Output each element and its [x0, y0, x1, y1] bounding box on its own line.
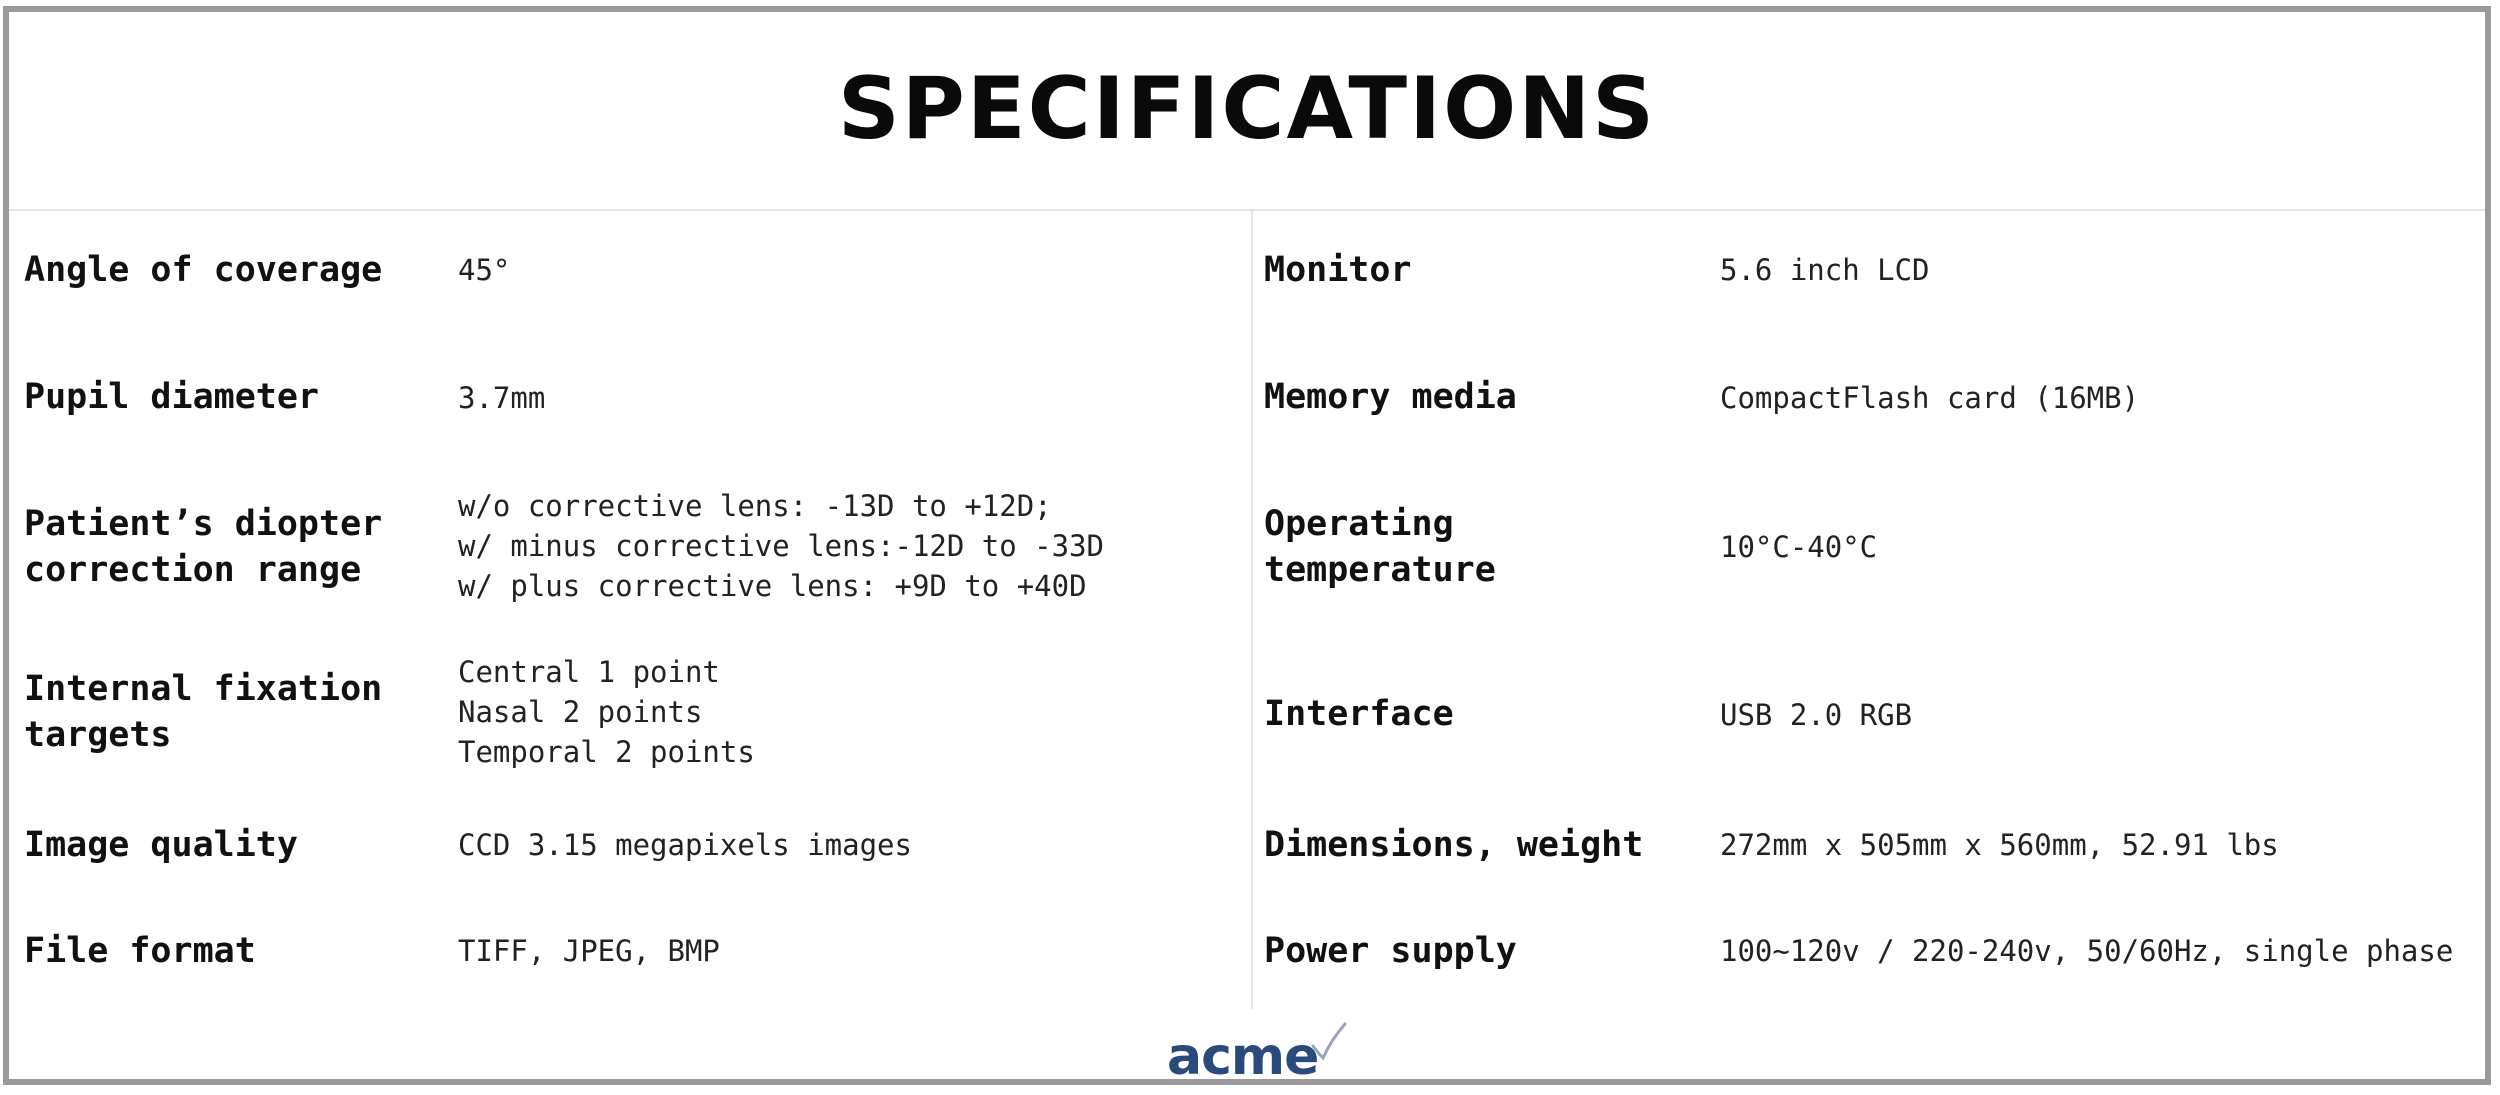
spec-label-internal-fixation-targets: Internal fixation targets — [24, 669, 383, 755]
spec-value-angle-of-coverage: 45° — [458, 253, 511, 287]
spec-sheet — [3, 6, 2491, 1085]
title-divider — [9, 209, 2485, 211]
spec-label-interface: Interface — [1264, 694, 1454, 734]
spec-label-dimensions-weight: Dimensions, weight — [1264, 825, 1644, 865]
spec-value-dimensions-weight: 272mm x 505mm x 560mm, 52.91 lbs — [1720, 828, 2279, 862]
spec-label-angle-of-coverage: Angle of coverage — [24, 250, 383, 290]
spec-value-internal-fixation-targets: Central 1 point Nasal 2 points Temporal 2 points — [458, 655, 755, 769]
spec-label-monitor: Monitor — [1264, 250, 1412, 290]
page-title: SPECIFICATIONS — [837, 59, 1657, 159]
acme-logo — [1159, 1022, 1359, 1092]
spec-value-diopter-correction-range: w/o corrective lens: -13D to +12D; w/ minus corrective lens:-12D to -33D w/ plus corrective lens: +9D to +40D — [458, 489, 1105, 603]
spec-label-pupil-diameter: Pupil diameter — [24, 377, 320, 417]
logo-text: acme — [1167, 1027, 1319, 1087]
logo-swoosh-icon — [1309, 1020, 1349, 1070]
spec-value-memory-media: CompactFlash card (16MB) — [1720, 381, 2140, 415]
spec-value-operating-temperature: 10°C-40°C — [1720, 530, 1878, 564]
spec-value-power-supply: 100~120v / 220-240v, 50/60Hz, single phase — [1720, 934, 2454, 968]
column-divider — [1251, 211, 1253, 1009]
spec-label-power-supply: Power supply — [1264, 931, 1517, 971]
spec-label-image-quality: Image quality — [24, 825, 298, 865]
spec-value-interface: USB 2.0 RGB — [1720, 698, 1913, 732]
spec-label-file-format: File format — [24, 931, 256, 971]
spec-label-diopter-correction-range: Patient’s diopter correction range — [24, 504, 383, 590]
spec-label-operating-temperature: Operating temperature — [1264, 504, 1496, 590]
spec-value-file-format: TIFF, JPEG, BMP — [458, 934, 720, 968]
spec-value-monitor: 5.6 inch LCD — [1720, 253, 1930, 287]
spec-label-memory-media: Memory media — [1264, 377, 1517, 417]
spec-value-image-quality: CCD 3.15 megapixels images — [458, 828, 912, 862]
spec-value-pupil-diameter: 3.7mm — [458, 381, 546, 415]
